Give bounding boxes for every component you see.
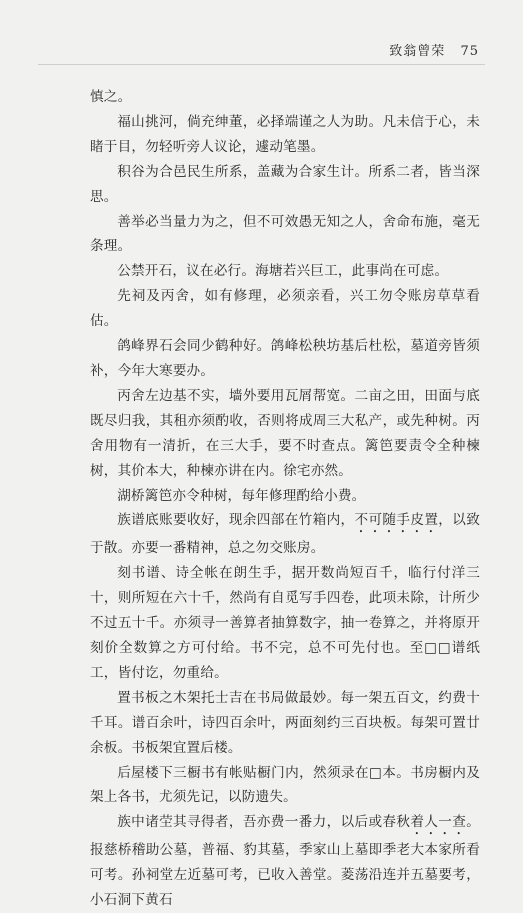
paragraph: 积谷为合邑民生所系，盖藏为合家生计。所系二者，皆当深思。	[90, 163, 480, 205]
page-number: 75	[460, 44, 479, 59]
paragraph: 刻书谱、诗全帐在朗生手，据开数尚短百千，临行付洋三十，则所短在六十千，然尚有自觅写手四卷，此项未除，计所少不过五十千。亦须寻一善算者抽算数字，抽一卷算之，并将原开刻价全数算之方可付给。书不完，总不可先付也。至□□谱纸工，皆付讫，勿重给。	[90, 565, 480, 681]
running-head-title: 致翁曾荣	[389, 44, 446, 59]
paragraph: 善举必当量力为之，但不可效愚无知之人，舍命布施，毫无条理。	[90, 213, 480, 255]
body-text	[90, 85, 480, 913]
paragraph-text: 族中诸茔其寻得者，吾亦费一番力，以后或春秋	[117, 814, 411, 831]
paragraph-text: 族谱底账要收好，现余四部在竹箱内，	[117, 512, 355, 529]
emphasized-text: 着人一查	[410, 814, 467, 831]
paragraph: 丙舍左边基不实，墙外要用瓦屑帮宽。二亩之田，田面与底既尽归我，其租亦须酌收，否则将成周三大私产，或先种树。丙舍用物有一清折，在三大手，要不时查点。篱笆要责令全种楝树，其价本大，种楝亦讲在内。徐宅亦然。	[90, 387, 480, 479]
paragraph: 公禁开石，议在必行。海塘若兴巨工，此事尚在可虑。	[117, 263, 449, 280]
emphasized-text: 不可随手皮置	[354, 512, 439, 529]
paragraph: 福山挑河，倘充绅董，必择端谨之人为助。凡未信于心，未睹于目，勿轻听旁人议论，遽动笔墨。	[90, 113, 480, 155]
paragraph	[90, 508, 480, 561]
paragraph: 先祠及丙舍，如有修理，必须亲看，兴工勿令账房草草看估。	[90, 288, 480, 330]
paragraph: 置书板之木架托士吉在书局做最妙。每一架五百文，约费十千耳。谱百余叶，诗四百余叶，两面刻约三百块板。每架可置廿余板。书板架宜置后楼。	[90, 689, 480, 756]
paragraph: 后屋楼下三橱书有帐贴橱门内，然须录在□本。书房橱内及架上各书，尤须先记，以防遗失。	[90, 764, 480, 806]
paragraph: 慎之。	[90, 89, 132, 105]
paragraph: 湖桥篱笆亦令种树，每年修理酌给小费。	[117, 487, 366, 504]
running-head	[389, 40, 479, 59]
paragraph-text: ，以致于散。亦要一番精神，总之勿交账房。	[90, 512, 480, 557]
header-rule	[38, 64, 485, 65]
paragraph-text: 。报慈桥稽助公墓，普福、豹其墓，季家山上墓即季老大本家所看可考。孙祠堂左近墓可考，已收入善堂。菱荡沿连并五墓要考，小石洞下黄石	[90, 814, 480, 909]
paragraph: 鸽峰界石会同少鹤种好。鸽峰松秧坊基后杜松，墓道旁皆须补，今年大寒要办。	[90, 338, 480, 379]
paragraph	[90, 810, 480, 913]
